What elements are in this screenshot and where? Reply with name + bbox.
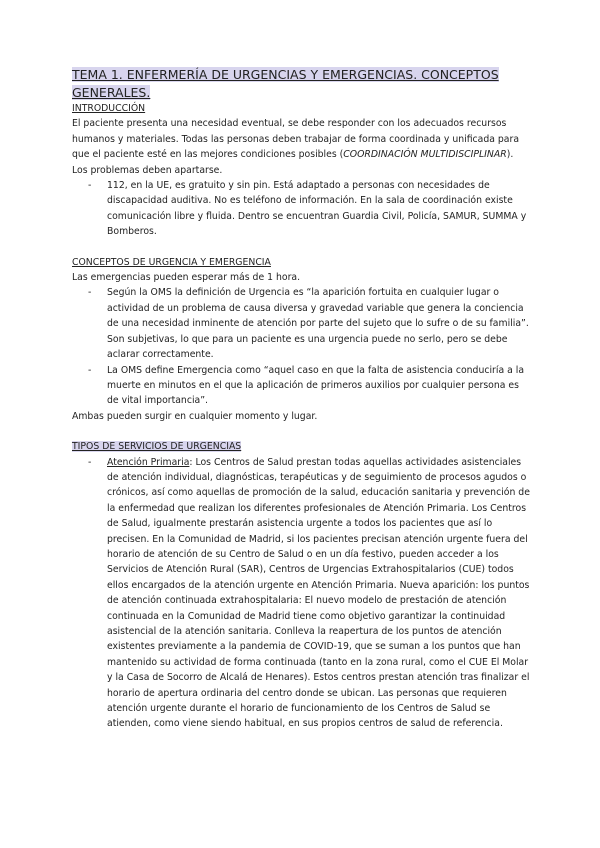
- services-heading: TIPOS DE SERVICIOS DE URGENCIAS: [72, 441, 242, 453]
- page-title: TEMA 1. ENFERMERÍA DE URGENCIAS Y EMERGENCIAS. CONCEPTOS GENERALES.: [72, 67, 499, 100]
- concepts-heading: CONCEPTOS DE URGENCIA Y EMERGENCIA: [72, 256, 271, 268]
- list-item: - 112, en la UE, es gratuito y sin pin. Está adaptado a personas con necesidades de discapacidad auditiva. No es teléfono de información. En la sala de coordinación existe comunicación libre y fluida. Dentro se encuentran Guardia Civil, Policía, SAMUR, SUMMA y Bomberos.: [107, 178, 530, 240]
- intro-list: [72, 178, 530, 240]
- list-item: - Atención Primaria: Los Centros de Salud prestan todas aquellas actividades asistenciales de atención individual, diagnósticas, terapéuticas y de seguimiento de procesos agudos o crónicos, así como aquellas de promoción de la salud, educación sanitaria y prevención de la enfermedad que realizan los diferentes profesionales de Atención Primaria. Los Centros de Salud, igualmente prestarán asistencia urgente a todos los pacientes que así lo precisen. En la Comunidad de Madrid, si los pacientes precisan atención urgente fuera del horario de atención de su Centro de Salud o en un día festivo, pueden acceder a los Servicios de Atención Rural (SAR), Centros de Urgencias Extrahospitalarios (CUE) todos ellos encargados de la atención urgente en Atención Primaria. Nueva aparición: los puntos de atención continuada extrahospitalaria: El nuevo modelo de prestación de atención continuada en la Comunidad de Madrid tiene como objetivo garantizar la continuidad asistencial de la atención sanitaria. Conlleva la reapertura de los puntos de atención existentes previamente a la pandemia de COVID-19, que se suman a los puntos que han mantenido su actividad de forma continuada (tanto en la zona rural, como el CUE El Molar y la Casa de Socorro de Alcalá de Henares). Estos centros prestan atención tras finalizar el horario de apertura ordinaria del centro donde se ubican. Las personas que requieren atención urgente durante el horario de funcionamiento de los Centros de Salud se atienden, como viene siendo habitual, en sus propios centros de salud de referencia.: [107, 455, 530, 732]
- services-list: [72, 455, 530, 732]
- document-page: [72, 66, 530, 732]
- list-item: - La OMS define Emergencia como “aquel caso en que la falta de asistencia conduciría a la muerte en minutos en el que la aplicación de primeros auxilios por cualquier persona es de vital importancia”.: [107, 363, 530, 409]
- concepts-list: [72, 285, 530, 408]
- intro-heading: INTRODUCCIÓN: [72, 103, 146, 114]
- concepts-closing: Ambas pueden surgir en cualquier momento y lugar.: [72, 410, 318, 422]
- list-item: - Según la OMS la definición de Urgencia es “la aparición fortuita en cualquier lugar o actividad de un problema de causa diversa y gravedad variable que genera la conciencia de una necesidad inminente de atención por parte del sujeto que lo sufre o de su familia”. Son subjetivas, lo que para un paciente es una urgencia puede no serlo, pero se debe aclarar correctamente.: [107, 285, 530, 362]
- concepts-intro: Las emergencias pueden esperar más de 1 hora.: [72, 272, 301, 284]
- service-label: Atención Primaria: [107, 456, 190, 468]
- intro-paragraph: El paciente presenta una necesidad eventual, se debe responder con los adecuados recursos humanos y materiales. Todas las personas deben trabajar de forma coordinada y unificada para que el paciente esté en las mejores condiciones posibles (COORDINACIÓN MULTIDISCIPLINAR). Los problemas deben apartarse.: [72, 118, 520, 176]
